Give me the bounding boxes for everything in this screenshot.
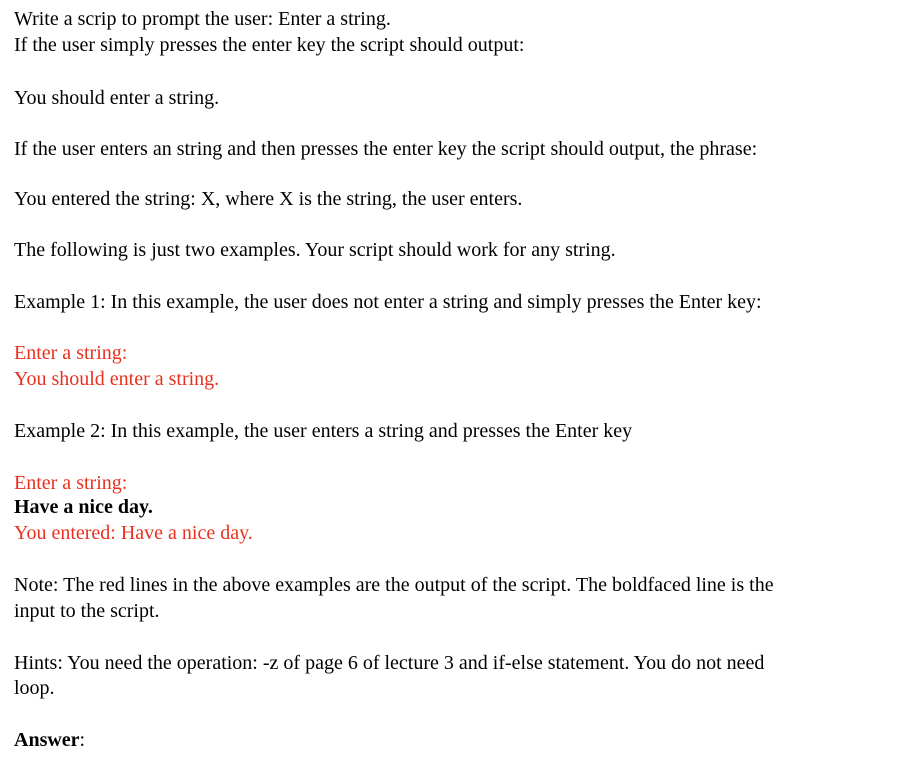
example-1-heading: Example 1: In this example, the user does not enter a string and simply presses the Enter key:: [14, 291, 762, 313]
answer-heading: [14, 728, 85, 752]
hints-line-1: Hints: You need the operation: -z of page 6 of lecture 3 and if-else statement. You do not need: [14, 652, 765, 674]
hints-line-2: loop.: [14, 677, 55, 699]
answer-colon: :: [79, 729, 86, 751]
intro-line-1: Write a scrip to prompt the user: Enter a string.: [14, 8, 391, 30]
string-output-description: You entered the string: X, where X is the string, the user enters.: [14, 188, 523, 210]
example-2-heading: Example 2: In this example, the user enters a string and presses the Enter key: [14, 420, 633, 442]
examples-intro: The following is just two examples. Your script should work for any string.: [14, 239, 616, 261]
example-2-prompt: Enter a string:: [14, 472, 128, 494]
example-1-prompt: Enter a string:: [14, 342, 128, 364]
example-2-user-input: Have a nice day.: [14, 496, 153, 518]
intro-line-2: If the user simply presses the enter key the script should output:: [14, 34, 525, 56]
note-line-1: Note: The red lines in the above examples are the output of the script. The boldfaced line is the: [14, 574, 774, 596]
string-case-text: If the user enters an string and then presses the enter key the script should output, the phrase:: [14, 138, 758, 160]
example-1-output: You should enter a string.: [14, 368, 220, 390]
empty-output-text: You should enter a string.: [14, 87, 220, 109]
note-line-2: input to the script.: [14, 600, 160, 622]
example-2-output: You entered: Have a nice day.: [14, 522, 253, 544]
answer-label: Answer: [14, 729, 80, 751]
